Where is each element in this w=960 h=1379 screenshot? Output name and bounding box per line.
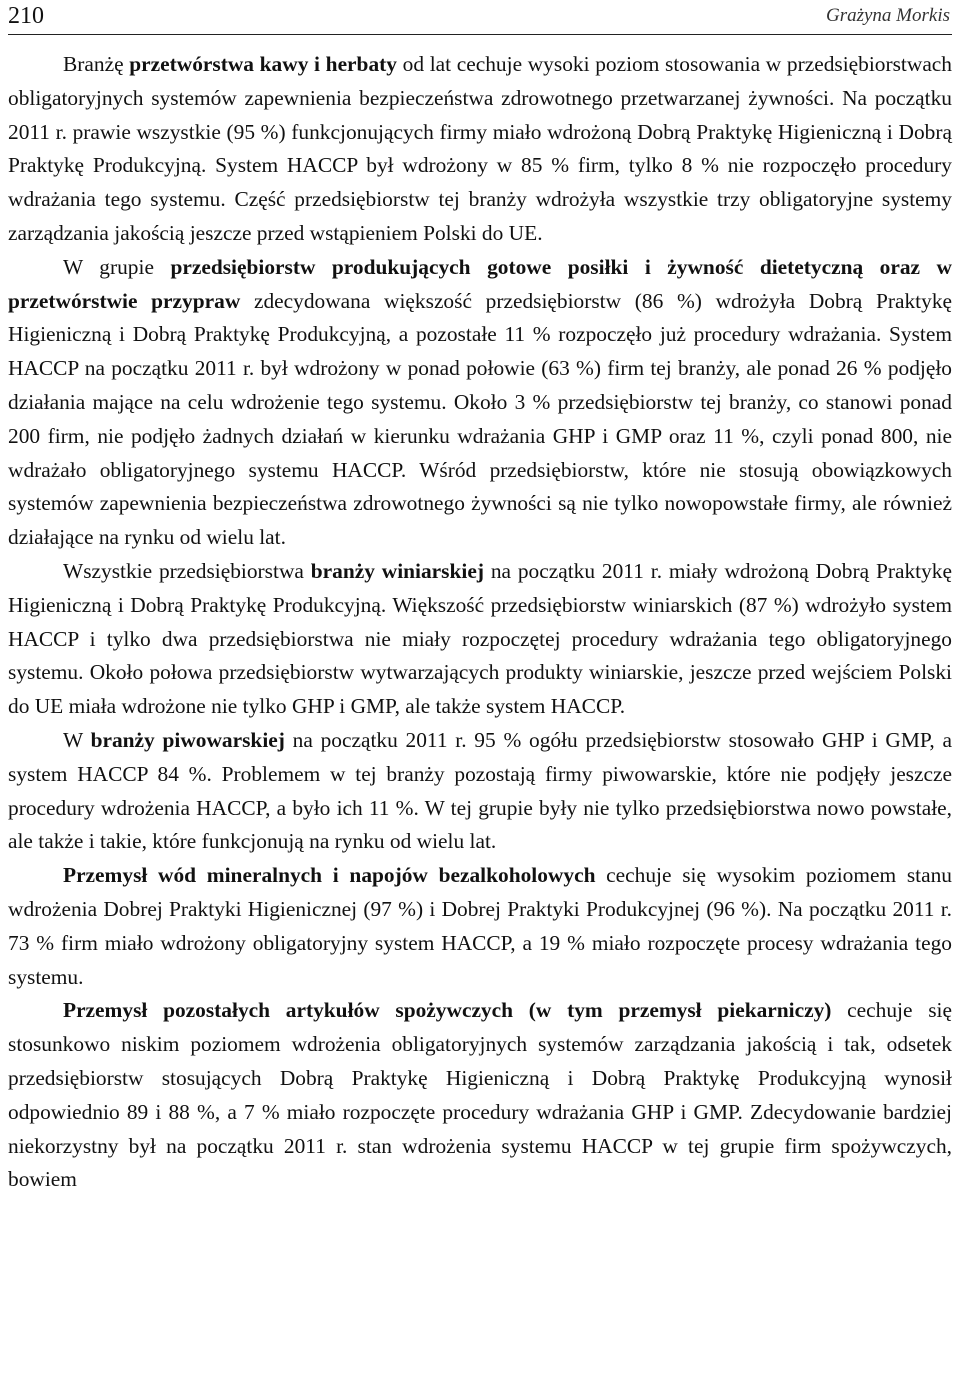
- text-run: W: [63, 727, 91, 752]
- text-run: od lat cechuje wysoki poziom stosowania w przedsiębiorstwach obligatoryjnych systemów zapewnienia bezpieczeństwa zdrowotnego przetwarzanej żywności. Na początku 2011 r. prawie wszystkie (95 %) funkcjonujących firmy miało wdrożoną Dobrą Praktykę Higieniczną i Dobrą Praktykę Produkcyjną. System HACCP był wdrożony w 85 % firm, tylko 8 % nie rozpoczęło procedury wdrażania tego systemu. Część przedsiębiorstw tej branży wdrożyła wszystkie trzy obligatoryjne systemy zarządzania jakością jeszcze przed wstąpieniem Polski do UE.: [8, 52, 953, 245]
- paragraph: [8, 724, 952, 859]
- text-run: cechuje się wysokim poziomem stanu wdrożenia Dobrej Praktyki Higienicznej (97 %) i Dobrej Praktyki Produkcyjnej (96 %). Na początku 2011 r. 73 % firm miało wdrożony obligatoryjny system HACCP, a 19 % miało rozpoczęte procesy wdrażania tego systemu.: [8, 863, 952, 989]
- paragraph: [8, 994, 952, 1197]
- page-number: 210: [8, 3, 44, 29]
- paragraph: [8, 251, 952, 555]
- body-text: [8, 48, 952, 1197]
- emphasized-text: Przemysł pozostałych artykułów spożywczych (w tym przemysł piekarniczy): [63, 998, 832, 1023]
- paragraph: [8, 859, 952, 994]
- text-run: Branżę: [63, 52, 130, 76]
- paragraph: [8, 555, 952, 724]
- running-header: [8, 0, 952, 35]
- emphasized-text: Przemysł wód mineralnych i napojów bezalkoholowych: [63, 863, 596, 888]
- paragraph: [8, 48, 952, 251]
- text-run: W grupie: [63, 254, 171, 279]
- emphasized-text: przedsiębiorstw produkujących gotowe posiłki i żywność dietetyczną oraz w przetwórstwie przypraw: [8, 254, 952, 313]
- emphasized-text: przetwórstwa kawy i herbaty: [129, 52, 397, 76]
- text-run: cechuje się stosunkowo niskim poziomem wdrożenia obligatoryjnych systemów zarządzania jakością i tak, odsetek przedsiębiorstw stosujących Dobrą Praktykę Higieniczną i Dobrą Praktykę Produkcyjną wynosił odpowiednio 89 i 88 %, a 7 % miało rozpoczęte procedury wdrażania GHP i GMP. Zdecydowanie bardziej niekorzystny był na początku 2011 r. stan wdrożenia systemu HACCP w tej grupie firm spożywczych, bowiem: [8, 998, 952, 1192]
- text-run: zdecydowana większość przedsiębiorstw (86 %) wdrożyła Dobrą Praktykę Higieniczną i Dobrą Praktykę Produkcyjną, a pozostałe 11 % rozpoczęło już procedury wdrażania. System HACCP na początku 2011 r. był wdrożony w ponad połowie (63 %) firm tej branży, ale ponad 26 % podjęło działania mające na celu wdrożenie tego systemu. Około 3 % przedsiębiorstw tej branży, co stanowi ponad 200 firm, nie podjęło żadnych działań w kierunku wdrażania GHP i GMP oraz 11 %, czyli ponad 800, nie wdrażało obligatoryjnego systemu HACCP. Wśród przedsiębiorstw, które nie stosują obowiązkowych systemów zapewnienia bezpieczeństwa zdrowotnego żywności są nie tylko nowopowstałe firmy, ale również działające na rynku od wielu lat.: [8, 288, 953, 550]
- text-run: na początku 2011 r. miały wdrożoną Dobrą Praktykę Higieniczną i Dobrą Praktykę Produkcyjną. Większość przedsiębiorstw winiarskich (87 %) wdrożyło system HACCP i tylko dwa przedsiębiorstwa nie miały rozpoczętej procedury wdrażania tego obligatoryjnego systemu. Około połowa przedsiębiorstw wytwarzających produkty winiarskie, jeszcze przed wejściem Polski do UE miała wdrożone nie tylko GHP i GMP, ale także system HACCP.: [8, 558, 952, 719]
- emphasized-text: branży piwowarskiej: [90, 727, 285, 752]
- emphasized-text: branży winiarskiej: [310, 558, 484, 583]
- text-run: Wszystkie przedsiębiorstwa: [63, 558, 311, 583]
- text-run: na początku 2011 r. 95 % ogółu przedsiębiorstw stosowało GHP i GMP, a system HACCP 84 %. Problemem w tej branży pozostają firmy piwowarskie, które nie podjęły jeszcze procedury wdrożenia HACCP, a było ich 11 %. W tej grupie były nie tylko przedsiębiorstwa nowo powstałe, ale także i takie, które funkcjonują na rynku od wielu lat.: [8, 727, 953, 854]
- author-running-head: Grażyna Morkis: [825, 5, 950, 26]
